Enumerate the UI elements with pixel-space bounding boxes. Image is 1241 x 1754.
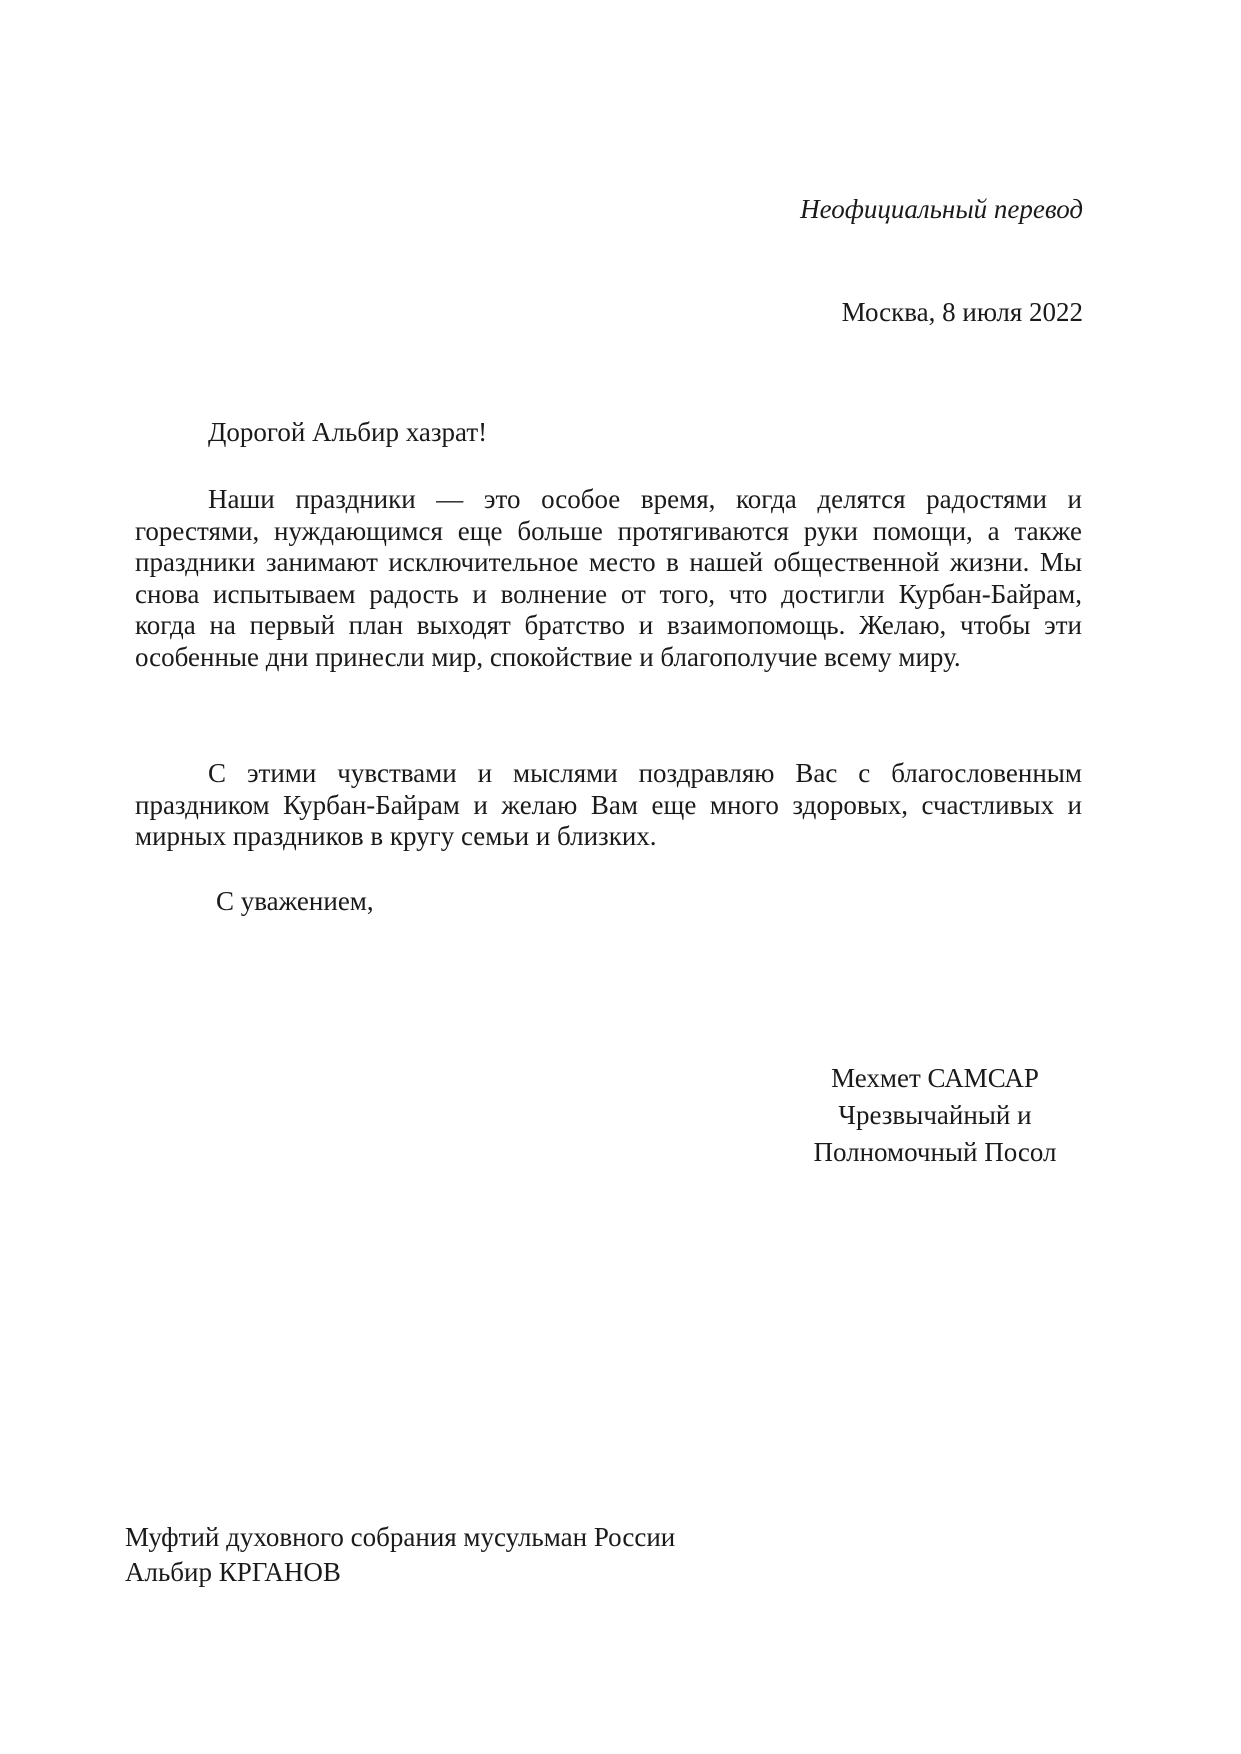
body-paragraph-2: С этими чувствами и мыслями поздравляю Вас с благословенным праздником Курбан-Байрам и желаю Вам еще много здоровых, счастливых и мирных праздников в кругу семьи и близких. <box>135 758 1082 851</box>
addressee-position: Муфтий духовного собрания мусульман России <box>125 1522 676 1552</box>
closing: С уважением, <box>216 886 374 916</box>
signatory-title-line-2: Полномочный Посол <box>813 1137 1057 1167</box>
place-date: Москва, 8 июля 2022 <box>841 297 1083 327</box>
signature-block <box>770 1060 1100 1171</box>
signatory-title-line-1: Чрезвычайный и <box>838 1100 1032 1130</box>
salutation: Дорогой Альбир хазрат! <box>208 417 488 447</box>
signatory-name: Мехмет САМСАР <box>831 1063 1039 1093</box>
addressee-block <box>125 1520 675 1590</box>
addressee-name: Альбир КРГАНОВ <box>125 1557 341 1587</box>
translation-note: Неофициальный перевод <box>800 194 1083 224</box>
body-paragraph-1: Наши праздники — это особое время, когда делятся радостями и горестями, нуждающимся еще больше протягиваются руки помощи, а также праздники занимают исключительное место в нашей общественной жизни. Мы снова испытываем радость и волнение от того, что достигли Курбан-Байрам, когда на первый план выходят братство и взаимопомощь. Желаю, чтобы эти особенные дни принесли мир, спокойствие и благополучие всему миру. <box>135 484 1082 672</box>
